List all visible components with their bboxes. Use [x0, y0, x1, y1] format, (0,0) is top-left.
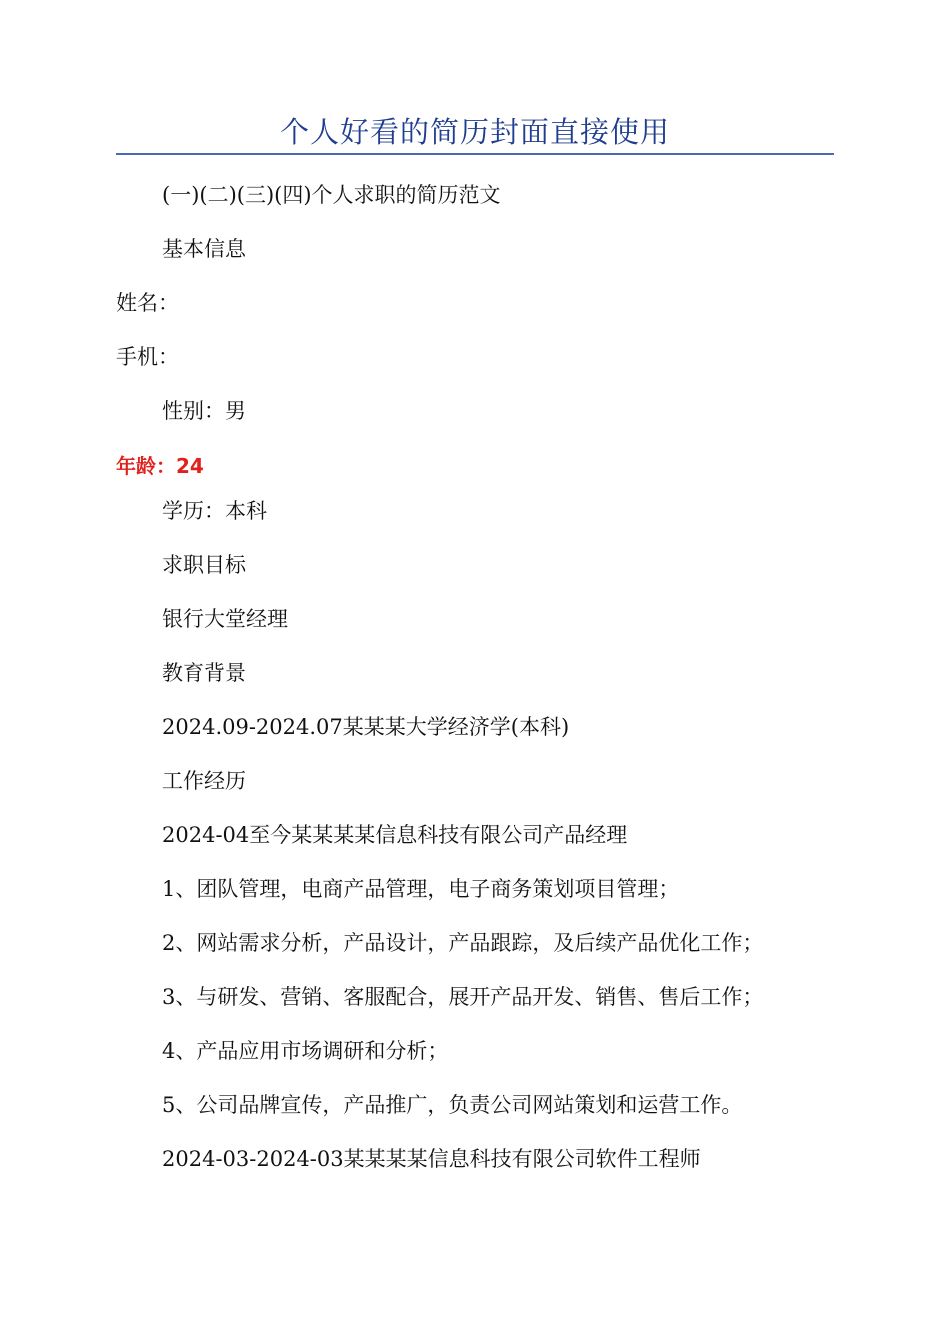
work-duty-3: 3、与研发、营销、客服配合，展开产品开发、销售、售后工作； [162, 985, 764, 1009]
work-entry-1: 2024-04至今某某某某信息科技有限公司产品经理 [162, 823, 628, 847]
section-work-experience: 工作经历 [162, 769, 246, 793]
field-phone: 手机： [116, 345, 179, 369]
field-gender: 性别：男 [162, 399, 246, 423]
field-name: 姓名： [116, 291, 179, 315]
education-entry: 2024.09-2024.07某某某大学经济学(本科) [162, 715, 570, 739]
section-job-objective: 求职目标 [162, 553, 246, 577]
work-duty-5: 5、公司品牌宣传，产品推广，负责公司网站策划和运营工作。 [162, 1093, 743, 1117]
document-title: 个人好看的简历封面直接使用 [279, 115, 670, 149]
title-underline [116, 153, 834, 155]
work-entry-2: 2024-03-2024-03某某某某信息科技有限公司软件工程师 [162, 1147, 701, 1171]
job-objective-value: 银行大堂经理 [162, 607, 288, 631]
work-duty-1: 1、团队管理，电商产品管理，电子商务策划项目管理； [162, 877, 680, 901]
resume-heading: (一)(二)(三)(四)个人求职的简历范文 [162, 183, 501, 207]
field-education: 学历：本科 [162, 499, 267, 523]
field-age: 年龄：24 [116, 454, 204, 478]
section-education: 教育背景 [162, 661, 246, 685]
section-basic-info: 基本信息 [162, 237, 246, 261]
work-duty-4: 4、产品应用市场调研和分析； [162, 1039, 449, 1063]
work-duty-2: 2、网站需求分析，产品设计，产品跟踪，及后续产品优化工作； [162, 931, 764, 955]
